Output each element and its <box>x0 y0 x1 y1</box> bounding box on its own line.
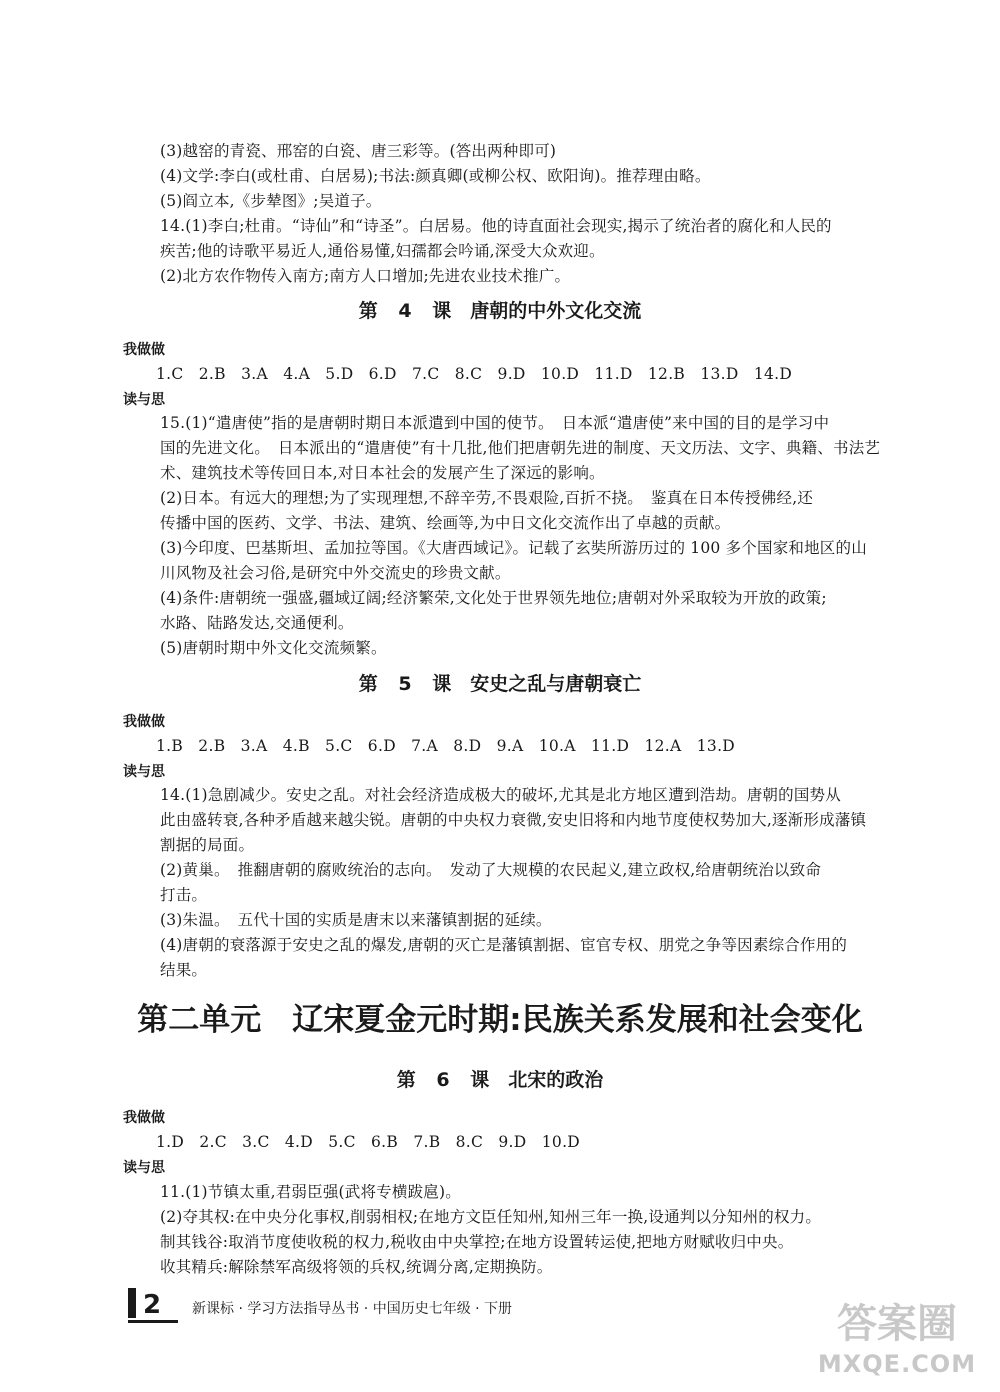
text-line: 14.(1)李白;杜甫。“诗仙”和“诗圣”。白居易。他的诗直面社会现实,揭示了统治者的腐化和人民的 <box>160 217 832 235</box>
text-line: 结果。 <box>160 961 208 979</box>
answer-key: 1.D 2.C 3.C 4.D 5.C 6.B 7.B 8.C 9.D 10.D <box>156 1133 581 1151</box>
watermark-logo <box>812 1298 982 1388</box>
footer-series-title: 新课标 · 学习方法指导丛书 · 中国历史七年级 · 下册 <box>192 1301 513 1317</box>
watermark-main-text: 答案圈 <box>837 1301 957 1347</box>
text-line: (4)唐朝的衰落源于安史之乱的爆发,唐朝的灭亡是藩镇割据、宦官专权、朋党之争等因素综合作用的 <box>160 936 848 954</box>
reading-label: 读与思 <box>123 392 165 408</box>
text-line: 15.(1)“遣唐使”指的是唐朝时期日本派遣到中国的使节。 日本派“遣唐使”来中国的目的是学习中 <box>160 414 830 432</box>
text-line: (3)朱温。 五代十国的实质是唐末以来藩镇割据的延续。 <box>160 911 552 929</box>
text-line: 疾苦;他的诗歌平易近人,通俗易懂,妇孺都会吟诵,深受大众欢迎。 <box>160 242 605 260</box>
text-line: (5)阎立本,《步辇图》;吴道子。 <box>160 192 382 210</box>
text-line: (4)条件:唐朝统一强盛,疆域辽阔;经济繁荣,文化处于世界领先地位;唐朝对外采取较为开放的政策; <box>160 589 827 607</box>
text-line: (2)日本。有远大的理想;为了实现理想,不辞辛劳,不畏艰险,百折不挠。 鉴真在日本传授佛经,还 <box>160 489 814 507</box>
text-line: 打击。 <box>160 886 208 904</box>
footer-bar <box>128 1288 136 1318</box>
practice-label: 我做做 <box>123 714 165 730</box>
text-line: (4)文学:李白(或杜甫、白居易);书法:颜真卿(或柳公权、欧阳询)。推荐理由略。 <box>160 167 711 185</box>
text-line: 割据的局面。 <box>160 836 255 854</box>
answer-key: 1.B 2.B 3.A 4.B 5.C 6.D 7.A 8.D 9.A 10.A 11.D 12.A 13.D <box>156 737 736 755</box>
text-line: 11.(1)节镇太重,君弱臣强(武将专横跋扈)。 <box>160 1183 461 1201</box>
text-line: 川风物及社会习俗,是研究中外交流史的珍贵文献。 <box>160 564 511 582</box>
footer-rule <box>128 1320 178 1323</box>
unit-2-title: 第二单元 辽宋夏金元时期:民族关系发展和社会变化 <box>137 1002 863 1038</box>
text-line: 收其精兵:解除禁军高级将领的兵权,统调分离,定期换防。 <box>160 1258 553 1276</box>
lesson-5-title: 第 5 课 安史之乱与唐朝衰亡 <box>358 673 642 695</box>
text-line: (3)今印度、巴基斯坦、孟加拉等国。《大唐西域记》。记载了玄奘所游历过的 100 多个国家和地区的山 <box>160 539 867 557</box>
text-line: 术、建筑技术等传回日本,对日本社会的发展产生了深远的影响。 <box>160 464 605 482</box>
page-number: 2 <box>143 1290 162 1320</box>
text-line: (2)夺其权:在中央分化事权,削弱相权;在地方文臣任知州,知州三年一换,设通判以分知州的权力。 <box>160 1208 822 1226</box>
text-line: (3)越窑的青瓷、邢窑的白瓷、唐三彩等。(答出两种即可) <box>160 142 557 160</box>
watermark-url-text: MXQE.COM <box>817 1350 977 1378</box>
practice-label: 我做做 <box>123 1110 165 1126</box>
text-line: 国的先进文化。 日本派出的“遣唐使”有十几批,他们把唐朝先进的制度、天文历法、文字、典籍、书法艺 <box>160 439 881 457</box>
text-line: (2)黄巢。 推翻唐朝的腐败统治的志向。 发动了大规模的农民起义,建立政权,给唐朝统治以致命 <box>160 861 822 879</box>
lesson-6-title: 第 6 课 北宋的政治 <box>396 1069 604 1091</box>
text-line: 水路、陆路发达,交通便利。 <box>160 614 354 632</box>
text-line: (5)唐朝时期中外文化交流频繁。 <box>160 639 387 657</box>
lesson-4-title: 第 4 课 唐朝的中外文化交流 <box>358 300 642 322</box>
text-line: 14.(1)急剧减少。安史之乱。对社会经济造成极大的破坏,尤其是北方地区遭到浩劫。唐朝的国势从 <box>160 786 841 804</box>
reading-label: 读与思 <box>123 764 165 780</box>
answer-key: 1.C 2.B 3.A 4.A 5.D 6.D 7.C 8.C 9.D 10.D 11.D 12.B 13.D 14.D <box>156 365 793 383</box>
practice-label: 我做做 <box>123 342 165 358</box>
text-line: 制其钱谷:取消节度使收税的权力,税收由中央掌控;在地方设置转运使,把地方财赋收归中央。 <box>160 1233 794 1251</box>
text-line: (2)北方农作物传入南方;南方人口增加;先进农业技术推广。 <box>160 267 571 285</box>
text-line: 传播中国的医药、文学、书法、建筑、绘画等,为中日文化交流作出了卓越的贡献。 <box>160 514 731 532</box>
text-line: 此由盛转衰,各种矛盾越来越尖锐。唐朝的中央权力衰微,安史旧将和内地节度使权势加大,逐渐形成藩镇 <box>160 811 867 829</box>
reading-label: 读与思 <box>123 1160 165 1176</box>
